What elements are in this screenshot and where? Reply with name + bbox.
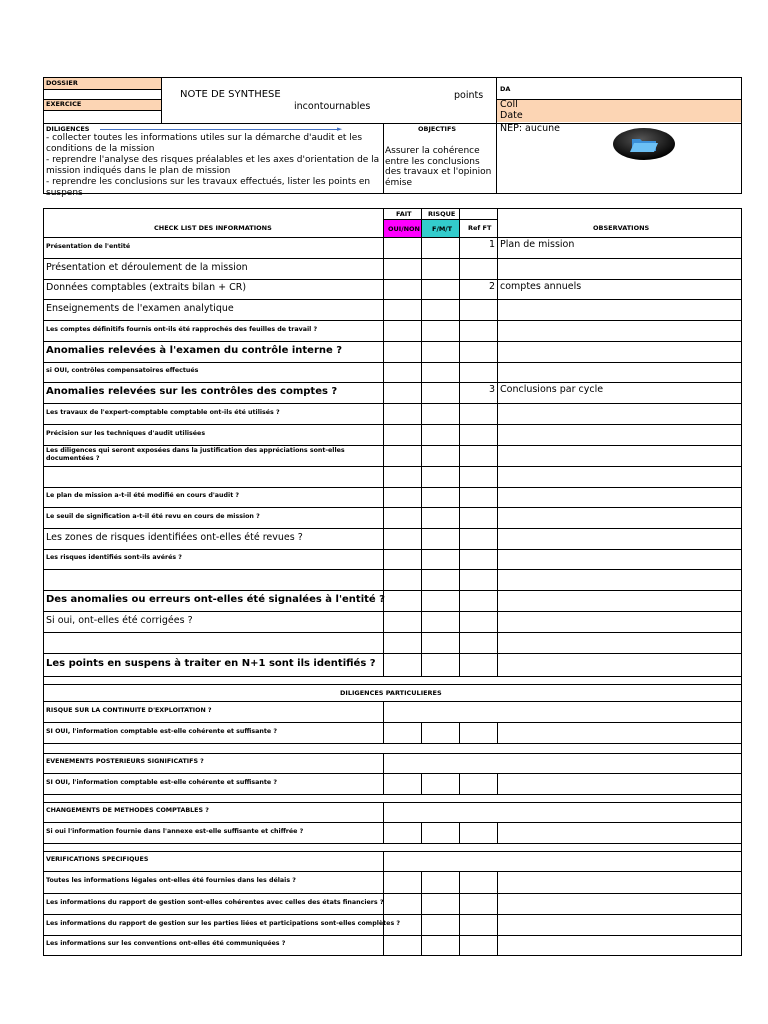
row-divider xyxy=(44,871,741,872)
diligences-line-3: - reprendre les conclusions sur les travaux effectués, lister les points en suspens xyxy=(46,177,371,198)
row-divider xyxy=(44,632,741,633)
diligences-text xyxy=(46,133,380,198)
objectifs-text: Assurer la cohérence entre les conclusions des travaux et l'opinion émise xyxy=(385,146,492,188)
column-divider xyxy=(383,753,384,773)
row-divider xyxy=(44,955,741,956)
particulieres-row-label: VERIFICATIONS SPECIFIQUES xyxy=(46,856,149,863)
row-divider xyxy=(44,773,741,774)
row-divider xyxy=(44,279,741,280)
checklist-row-label: Les diligences qui seront exposées dans la justification des appréciations sont-elles documentées ? xyxy=(46,447,345,462)
column-divider xyxy=(421,871,422,893)
checklist-row-label: Précision sur les techniques d'audit utilisées xyxy=(46,429,206,437)
particulieres-row-label: EVENEMENTS POSTERIEURS SIGNIFICATIFS ? xyxy=(46,758,204,765)
arrow-head-icon: ► xyxy=(337,125,343,133)
column-divider xyxy=(459,914,460,935)
column-divider xyxy=(421,893,422,914)
dossier-label: DOSSIER xyxy=(46,79,78,87)
checklist-row-label: si OUI, contrôles compensatoires effectués xyxy=(46,367,199,374)
page-title: NOTE DE SYNTHESE xyxy=(180,89,281,100)
row-divider xyxy=(44,258,741,259)
checklist-row-label: Les travaux de l'expert-comptable comptable ont-ils été utilisés ? xyxy=(46,408,280,416)
ref-ft-value: 1 xyxy=(489,239,496,250)
row-divider xyxy=(44,843,741,844)
column-divider xyxy=(421,822,422,843)
risque-header: RISQUE xyxy=(428,210,456,218)
column-divider xyxy=(459,871,460,893)
checklist-row-label: Données comptables (extraits bilan + CR) xyxy=(46,282,247,293)
row-divider xyxy=(44,569,741,570)
column-divider xyxy=(421,722,422,743)
column-divider xyxy=(383,802,384,822)
nep-text: NEP: aucune xyxy=(500,123,561,134)
column-divider xyxy=(421,914,422,935)
diligences-arrow xyxy=(100,129,340,130)
observation-value: comptes annuels xyxy=(500,281,582,292)
column-divider xyxy=(497,935,498,955)
ref-ft-value: 2 xyxy=(489,281,496,292)
observations-header: OBSERVATIONS xyxy=(593,224,650,232)
row-divider xyxy=(44,611,741,612)
coll-label: Coll xyxy=(500,99,518,110)
column-divider xyxy=(383,722,384,743)
row-divider xyxy=(44,935,741,936)
checklist-row-label: Enseignements de l'examen analytique xyxy=(46,302,234,314)
particulieres-title: DILIGENCES PARTICULIERES xyxy=(340,689,442,697)
checklist-row-label: Si oui, ont-elles été corrigées ? xyxy=(46,614,193,626)
exercice-label: EXERCICE xyxy=(46,100,82,108)
column-divider xyxy=(459,893,460,914)
column-divider xyxy=(383,701,384,722)
diligences-line-1: - collecter toutes les informations utiles sur la démarche d'audit et les conditions de la mission xyxy=(46,133,363,154)
column-divider xyxy=(383,935,384,955)
row-divider xyxy=(44,822,741,823)
row-divider xyxy=(44,653,741,654)
column-divider xyxy=(459,935,460,955)
objectifs-label: OBJECTIFS xyxy=(418,125,457,133)
row-divider xyxy=(44,403,741,404)
date-label: Date xyxy=(500,110,523,121)
column-divider xyxy=(497,914,498,935)
da-label: DA xyxy=(500,85,511,93)
column-divider xyxy=(459,722,460,743)
row-divider xyxy=(44,320,741,321)
checklist-row-label: Les points en suspens à traiter en N+1 sont ils identifiés ? xyxy=(46,657,376,669)
checklist-row-label: Le plan de mission a-t-il été modifié en cours d'audit ? xyxy=(46,492,240,499)
column-divider xyxy=(459,822,460,843)
particulieres-row-label: RISQUE SUR LA CONTINUITE D'EXPLOITATION ? xyxy=(46,706,212,714)
column-divider xyxy=(383,822,384,843)
particulieres-row-label: SI OUI, l'information comptable est-elle cohérente et suffisante ? xyxy=(46,778,278,786)
ref-ft-value: 3 xyxy=(489,384,496,395)
observation-value: Conclusions par cycle xyxy=(500,384,604,395)
row-divider xyxy=(44,341,741,342)
column-divider xyxy=(421,935,422,955)
ref-ft-header: Ref FT xyxy=(468,224,492,232)
column-divider xyxy=(497,773,498,794)
row-divider xyxy=(44,794,741,795)
column-divider xyxy=(383,871,384,893)
row-divider xyxy=(44,507,741,508)
row-divider xyxy=(44,893,741,894)
particulieres-row-label: Toutes les informations légales ont-elles été fournies dans les délais ? xyxy=(46,877,296,884)
coll-date-cell xyxy=(497,99,741,122)
column-divider xyxy=(383,773,384,794)
row-divider xyxy=(44,362,741,363)
particulieres-row-label: Les informations du rapport de gestion sont-elles cohérentes avec celles des états financiers ? xyxy=(46,898,384,906)
column-divider xyxy=(383,851,384,871)
row-divider xyxy=(44,299,741,300)
row-divider xyxy=(44,424,741,425)
row-divider xyxy=(44,487,741,488)
title-points: points xyxy=(454,90,484,101)
checklist-row-label: Anomalies relevées sur les contrôles des comptes ? xyxy=(46,385,338,397)
checklist-row-label: Anomalies relevées à l'examen du contrôle interne ? xyxy=(46,344,343,356)
row-divider xyxy=(44,722,741,723)
particulieres-row-label: Si oui l'information fournie dans l'annexe est-elle suffisante et chiffrée ? xyxy=(46,827,304,835)
column-divider xyxy=(497,722,498,743)
particulieres-row-label: SI OUI, l'information comptable est-elle cohérente et suffisante ? xyxy=(46,727,278,735)
row-divider xyxy=(44,382,741,383)
checklist-row-label: Des anomalies ou erreurs ont-elles été signalées à l'entité ? xyxy=(46,593,385,605)
row-divider xyxy=(44,466,741,467)
checklist-row-label: Le seuil de signification a-t-il été revu en cours de mission ? xyxy=(46,512,260,520)
checklist-row-label: Les comptes définitifs fournis ont-ils été rapprochés des feuilles de travail ? xyxy=(46,325,318,333)
row-divider xyxy=(44,590,741,591)
checklist-row-label: Les zones de risques identifiées ont-elles été revues ? xyxy=(46,531,303,543)
row-divider xyxy=(44,549,741,550)
fait-header: FAIT xyxy=(396,210,412,218)
row-divider xyxy=(44,528,741,529)
checklist-row-label: Présentation et déroulement de la mission xyxy=(46,261,248,273)
folder-icon[interactable] xyxy=(612,127,676,161)
column-divider xyxy=(459,773,460,794)
particulieres-row-label: CHANGEMENTS DE METHODES COMPTABLES ? xyxy=(46,807,209,814)
checklist-title: CHECK LIST DES INFORMATIONS xyxy=(154,224,272,232)
column-divider xyxy=(421,773,422,794)
row-divider xyxy=(44,445,741,446)
particulieres-row-label: Les informations sur les conventions ont-elles été communiquées ? xyxy=(46,940,286,947)
checklist-row-label: Les risques identifiés sont-ils avérés ? xyxy=(46,554,182,561)
column-divider xyxy=(497,893,498,914)
diligences-line-2: - reprendre l'analyse des risques préalables et les axes d'orientation de la mission indiqués dans le plan de mission xyxy=(46,155,380,176)
row-divider xyxy=(44,914,741,915)
column-divider xyxy=(497,822,498,843)
observation-value: Plan de mission xyxy=(500,239,575,250)
row-divider xyxy=(44,851,741,852)
particulieres-row-label: Les informations du rapport de gestion sur les parties liées et participations sont-elles complètes ? xyxy=(46,919,401,927)
column-divider xyxy=(497,871,498,893)
checklist-row-label: Présentation de l'entité xyxy=(46,242,131,250)
fmt-header: F/M/T xyxy=(432,225,453,233)
oui-non-header: OUI/NON xyxy=(388,225,421,233)
row-divider xyxy=(44,753,741,754)
title-incontournables: incontournables xyxy=(294,101,371,112)
diligences-label: DILIGENCES xyxy=(46,125,90,133)
row-divider xyxy=(44,743,741,744)
row-divider xyxy=(44,802,741,803)
